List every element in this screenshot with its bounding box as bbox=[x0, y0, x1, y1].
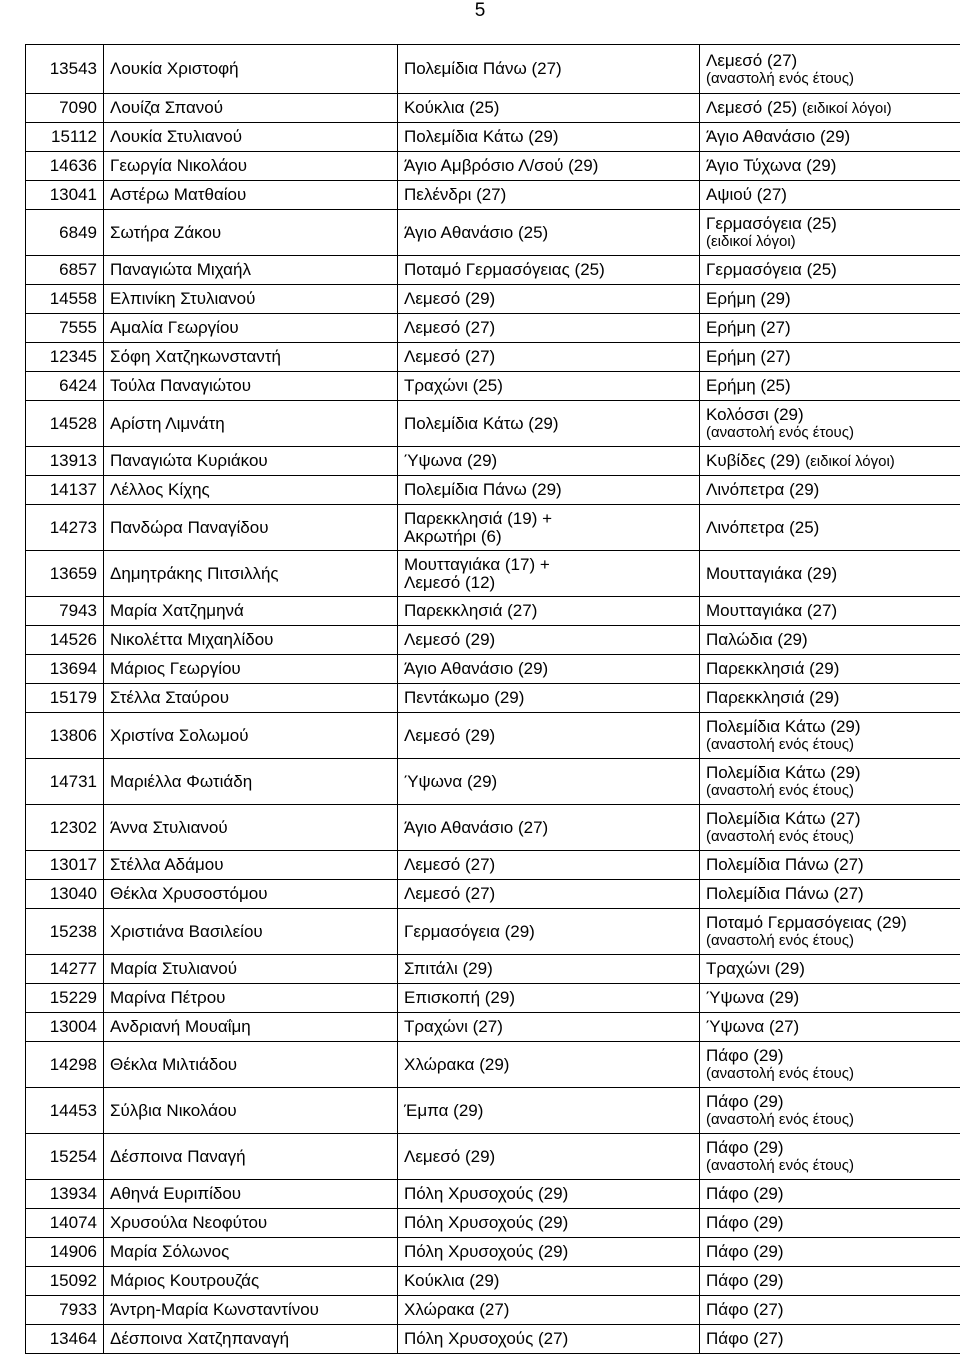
table-row bbox=[26, 851, 960, 880]
transfer-to bbox=[700, 1042, 960, 1088]
table-row bbox=[26, 152, 960, 181]
transfer-from: Πεντάκωμο (29) bbox=[398, 684, 700, 713]
transfer-to-school: Πολεμίδια Κάτω (27) bbox=[706, 809, 861, 828]
table-row bbox=[26, 759, 960, 805]
teacher-name: Χρυσούλα Νεοφύτου bbox=[104, 1209, 398, 1238]
transfer-from: Ποταμό Γερμασόγειας (25) bbox=[398, 256, 700, 285]
transfer-to-school: Γερμασόγεια (25) bbox=[706, 214, 837, 233]
transfer-to bbox=[700, 401, 960, 447]
transfer-to bbox=[700, 152, 960, 181]
transfer-from: Κούκλια (25) bbox=[398, 94, 700, 123]
transfer-from: Χλώρακα (29) bbox=[398, 1042, 700, 1088]
transfer-to-school: Τραχώνι (29) bbox=[706, 959, 805, 978]
transfer-to bbox=[700, 655, 960, 684]
transfer-note: (ειδικοί λόγοι) bbox=[801, 99, 892, 117]
transfer-note: (αναστολή ενός έτους) bbox=[706, 932, 854, 949]
transfer-note: (αναστολή ενός έτους) bbox=[706, 1111, 854, 1128]
teacher-name: Θέκλα Χρυσοστόμου bbox=[104, 880, 398, 909]
transfer-to-school: Πάφο (29) bbox=[706, 1092, 784, 1111]
teacher-id: 15238 bbox=[26, 909, 104, 955]
transfers-table bbox=[25, 44, 960, 1354]
teacher-id: 14298 bbox=[26, 1042, 104, 1088]
transfer-to-school: Πάφο (29) bbox=[706, 1271, 784, 1290]
table-row bbox=[26, 210, 960, 256]
transfer-to-school: Ερήμη (27) bbox=[706, 347, 791, 366]
transfer-from: Κούκλια (29) bbox=[398, 1267, 700, 1296]
transfer-to-school: Πολεμίδια Κάτω (29) bbox=[706, 717, 861, 736]
transfer-to bbox=[700, 851, 960, 880]
teacher-id: 14731 bbox=[26, 759, 104, 805]
transfer-from: Άγιο Αθανάσιο (29) bbox=[398, 655, 700, 684]
transfer-to-school: Πάφο (29) bbox=[706, 1242, 784, 1261]
table-row bbox=[26, 1042, 960, 1088]
transfer-to bbox=[700, 1013, 960, 1042]
teacher-id: 14137 bbox=[26, 476, 104, 505]
teacher-name: Μαρία Χατζημηνά bbox=[104, 597, 398, 626]
transfer-to-school: Πάφο (27) bbox=[706, 1300, 784, 1319]
teacher-id: 7090 bbox=[26, 94, 104, 123]
transfer-from: Λεμεσό (27) bbox=[398, 851, 700, 880]
table-row bbox=[26, 505, 960, 551]
table-row bbox=[26, 94, 960, 123]
transfer-from: Άγιο Αμβρόσιο Λ/σού (29) bbox=[398, 152, 700, 181]
transfer-to-school: Παρεκκλησιά (29) bbox=[706, 659, 840, 678]
teacher-id: 14074 bbox=[26, 1209, 104, 1238]
transfer-to bbox=[700, 909, 960, 955]
transfer-to-school: Πάφο (27) bbox=[706, 1329, 784, 1348]
teacher-name: Λουκία Χριστοφή bbox=[104, 45, 398, 94]
transfer-note: (αναστολή ενός έτους) bbox=[706, 1065, 854, 1082]
table-row bbox=[26, 181, 960, 210]
transfer-to-school: Μουτταγιάκα (27) bbox=[706, 601, 838, 620]
transfer-to bbox=[700, 1296, 960, 1325]
transfer-to-school: Κολόσσι (29) bbox=[706, 405, 804, 424]
transfer-from: Λεμεσό (27) bbox=[398, 880, 700, 909]
transfer-to-school: Λινόπετρα (29) bbox=[706, 480, 820, 499]
table-row bbox=[26, 1209, 960, 1238]
transfer-to-school: Άγιο Αθανάσιο (29) bbox=[706, 127, 851, 146]
transfer-from: Τραχώνι (25) bbox=[398, 372, 700, 401]
teacher-id: 6849 bbox=[26, 210, 104, 256]
transfer-to bbox=[700, 1209, 960, 1238]
table-row bbox=[26, 1180, 960, 1209]
transfer-from: Πολεμίδια Κάτω (29) bbox=[398, 401, 700, 447]
table-row bbox=[26, 123, 960, 152]
transfer-from: Πολεμίδια Πάνω (29) bbox=[398, 476, 700, 505]
transfer-note: (ειδικοί λόγοι) bbox=[805, 452, 895, 470]
transfer-to-school: Άγιο Τύχωνα (29) bbox=[706, 156, 837, 175]
transfer-to bbox=[700, 1134, 960, 1180]
teacher-name: Γεωργία Νικολάου bbox=[104, 152, 398, 181]
transfer-to bbox=[700, 447, 960, 476]
teacher-name: Λουίζα Σπανού bbox=[104, 94, 398, 123]
teacher-id: 14528 bbox=[26, 401, 104, 447]
transfer-from: Πόλη Χρυσοχούς (29) bbox=[398, 1180, 700, 1209]
table-row bbox=[26, 597, 960, 626]
transfer-from: Λεμεσό (29) bbox=[398, 713, 700, 759]
table-row bbox=[26, 256, 960, 285]
table-row bbox=[26, 372, 960, 401]
transfer-from: Άγιο Αθανάσιο (27) bbox=[398, 805, 700, 851]
transfer-from: Χλώρακα (27) bbox=[398, 1296, 700, 1325]
transfer-to-school: Κυβίδες (29) bbox=[706, 450, 801, 470]
teacher-name: Σωτήρα Ζάκου bbox=[104, 210, 398, 256]
teacher-id: 7555 bbox=[26, 314, 104, 343]
transfer-to-school: Πάφο (29) bbox=[706, 1213, 784, 1232]
teacher-id: 13934 bbox=[26, 1180, 104, 1209]
teacher-id: 6424 bbox=[26, 372, 104, 401]
transfer-to bbox=[700, 94, 960, 123]
transfer-from-line-1: Μουτταγιάκα (17) + bbox=[404, 554, 550, 574]
teacher-id: 13543 bbox=[26, 45, 104, 94]
transfer-to-school: Παλώδια (29) bbox=[706, 630, 808, 649]
table-row bbox=[26, 655, 960, 684]
teacher-id: 13913 bbox=[26, 447, 104, 476]
teacher-name: Τούλα Παναγιώτου bbox=[104, 372, 398, 401]
transfer-to bbox=[700, 285, 960, 314]
transfer-to-school: Πολεμίδια Πάνω (27) bbox=[706, 884, 864, 903]
transfer-to bbox=[700, 1267, 960, 1296]
teacher-name: Μάριος Κουτρουζάς bbox=[104, 1267, 398, 1296]
teacher-id: 6857 bbox=[26, 256, 104, 285]
teacher-name: Αστέρω Ματθαίου bbox=[104, 181, 398, 210]
transfer-to bbox=[700, 476, 960, 505]
transfer-to-school: Λεμεσό (25) bbox=[706, 97, 798, 117]
transfer-to-school: Μουτταγιάκα (29) bbox=[706, 563, 838, 583]
transfer-from: Λεμεσό (27) bbox=[398, 314, 700, 343]
transfer-to bbox=[700, 1088, 960, 1134]
table-row bbox=[26, 476, 960, 505]
transfer-to-school: Πάφο (29) bbox=[706, 1138, 784, 1157]
teacher-id: 14273 bbox=[26, 505, 104, 551]
teacher-id: 15179 bbox=[26, 684, 104, 713]
transfer-to bbox=[700, 551, 960, 597]
transfer-to bbox=[700, 713, 960, 759]
transfer-to-school: Γερμασόγεια (25) bbox=[706, 260, 837, 279]
transfer-to bbox=[700, 1180, 960, 1209]
teacher-name: Παναγιώτα Κυριάκου bbox=[104, 447, 398, 476]
teacher-name: Άντρη-Μαρία Κωνσταντίνου bbox=[104, 1296, 398, 1325]
teacher-name: Σόφη Χατζηκωνσταντή bbox=[104, 343, 398, 372]
teacher-id: 13694 bbox=[26, 655, 104, 684]
transfer-to bbox=[700, 805, 960, 851]
teacher-name: Νικολέττα Μιχαηλίδου bbox=[104, 626, 398, 655]
teacher-name: Στέλλα Αδάμου bbox=[104, 851, 398, 880]
teacher-name: Σύλβια Νικολάου bbox=[104, 1088, 398, 1134]
transfer-from: Πόλη Χρυσοχούς (29) bbox=[398, 1238, 700, 1267]
transfer-from: Ύψωνα (29) bbox=[398, 447, 700, 476]
transfer-to bbox=[700, 210, 960, 256]
transfer-from: Πόλη Χρυσοχούς (29) bbox=[398, 1209, 700, 1238]
table-row bbox=[26, 1013, 960, 1042]
transfer-note: (αναστολή ενός έτους) bbox=[706, 736, 854, 753]
table-row bbox=[26, 805, 960, 851]
teacher-id: 15254 bbox=[26, 1134, 104, 1180]
table-row bbox=[26, 285, 960, 314]
teacher-id: 13041 bbox=[26, 181, 104, 210]
table-row bbox=[26, 955, 960, 984]
transfer-from: Επισκοπή (29) bbox=[398, 984, 700, 1013]
teacher-id: 14558 bbox=[26, 285, 104, 314]
transfer-from: Σπιτάλι (29) bbox=[398, 955, 700, 984]
transfer-to bbox=[700, 45, 960, 94]
page-number: 5 bbox=[474, 0, 486, 21]
transfer-note: (αναστολή ενός έτους) bbox=[706, 828, 854, 845]
transfer-note: (αναστολή ενός έτους) bbox=[706, 1157, 854, 1174]
teacher-id: 15112 bbox=[26, 123, 104, 152]
teacher-name: Παναγιώτα Μιχαήλ bbox=[104, 256, 398, 285]
teacher-name: Ανδριανή Μουαΐμη bbox=[104, 1013, 398, 1042]
transfer-note: (αναστολή ενός έτους) bbox=[706, 782, 854, 799]
transfer-note: (αναστολή ενός έτους) bbox=[706, 69, 854, 87]
transfer-to bbox=[700, 684, 960, 713]
teacher-name: Μάριος Γεωργίου bbox=[104, 655, 398, 684]
transfer-from: Τραχώνι (27) bbox=[398, 1013, 700, 1042]
transfer-to bbox=[700, 256, 960, 285]
teacher-name: Μαρία Στυλιανού bbox=[104, 955, 398, 984]
transfer-from: Άγιο Αθανάσιο (25) bbox=[398, 210, 700, 256]
teacher-id: 7933 bbox=[26, 1296, 104, 1325]
table-row bbox=[26, 401, 960, 447]
teacher-name: Θέκλα Μιλτιάδου bbox=[104, 1042, 398, 1088]
teacher-id: 13464 bbox=[26, 1325, 104, 1354]
transfer-from: Πολεμίδια Κάτω (29) bbox=[398, 123, 700, 152]
teacher-id: 7943 bbox=[26, 597, 104, 626]
transfer-to bbox=[700, 1238, 960, 1267]
transfer-from bbox=[398, 505, 700, 551]
transfer-to bbox=[700, 984, 960, 1013]
transfer-from-line-2: Ακρωτήρι (6) bbox=[404, 526, 502, 546]
transfer-from: Λεμεσό (29) bbox=[398, 1134, 700, 1180]
teacher-name: Χριστίνα Σολωμού bbox=[104, 713, 398, 759]
teacher-id: 15229 bbox=[26, 984, 104, 1013]
table-row bbox=[26, 1134, 960, 1180]
table-row bbox=[26, 314, 960, 343]
transfer-to bbox=[700, 123, 960, 152]
transfer-to bbox=[700, 759, 960, 805]
transfer-to-school: Ερήμη (25) bbox=[706, 376, 791, 395]
teacher-name: Χριστιάνα Βασιλείου bbox=[104, 909, 398, 955]
table-row bbox=[26, 343, 960, 372]
transfer-from-line-2: Λεμεσό (12) bbox=[404, 572, 496, 592]
table-row bbox=[26, 1296, 960, 1325]
transfer-to bbox=[700, 955, 960, 984]
teacher-name: Ελπινίκη Στυλιανού bbox=[104, 285, 398, 314]
transfer-to-school: Ύψωνα (29) bbox=[706, 988, 800, 1007]
teacher-id: 13004 bbox=[26, 1013, 104, 1042]
transfer-from-line-1: Παρεκκλησιά (19) + bbox=[404, 508, 553, 528]
teacher-name: Άννα Στυλιανού bbox=[104, 805, 398, 851]
teacher-name: Μαρία Σόλωνος bbox=[104, 1238, 398, 1267]
transfer-to-school: Πολεμίδια Πάνω (27) bbox=[706, 855, 864, 874]
table-row bbox=[26, 1267, 960, 1296]
transfer-from bbox=[398, 551, 700, 597]
table-row bbox=[26, 684, 960, 713]
teacher-id: 13806 bbox=[26, 713, 104, 759]
teacher-name: Μαριέλλα Φωτιάδη bbox=[104, 759, 398, 805]
teacher-id: 13017 bbox=[26, 851, 104, 880]
teacher-id: 14453 bbox=[26, 1088, 104, 1134]
teacher-id: 12302 bbox=[26, 805, 104, 851]
transfer-from: Πολεμίδια Πάνω (27) bbox=[398, 45, 700, 94]
teacher-name: Δημητράκης Πιτσιλλής bbox=[104, 551, 398, 597]
transfer-to bbox=[700, 181, 960, 210]
teacher-id: 14277 bbox=[26, 955, 104, 984]
table-row bbox=[26, 1088, 960, 1134]
teacher-id: 12345 bbox=[26, 343, 104, 372]
transfer-to bbox=[700, 597, 960, 626]
transfer-note: (ειδικοί λόγοι) bbox=[706, 233, 796, 250]
teacher-name: Πανδώρα Παναγίδου bbox=[104, 505, 398, 551]
transfer-to bbox=[700, 343, 960, 372]
teacher-id: 13040 bbox=[26, 880, 104, 909]
table-row bbox=[26, 880, 960, 909]
table-row bbox=[26, 1325, 960, 1354]
transfer-to-school: Πάφο (29) bbox=[706, 1046, 784, 1065]
table-row bbox=[26, 1238, 960, 1267]
table-row bbox=[26, 45, 960, 94]
teacher-name: Αμαλία Γεωργίου bbox=[104, 314, 398, 343]
transfer-from: Πελένδρι (27) bbox=[398, 181, 700, 210]
teacher-id: 13659 bbox=[26, 551, 104, 597]
transfer-to-school: Αψιού (27) bbox=[706, 185, 787, 204]
teacher-id: 15092 bbox=[26, 1267, 104, 1296]
teacher-name: Λουκία Στυλιανού bbox=[104, 123, 398, 152]
table-row bbox=[26, 551, 960, 597]
transfer-to bbox=[700, 372, 960, 401]
teacher-name: Δέσποινα Χατζηπαναγή bbox=[104, 1325, 398, 1354]
table-row bbox=[26, 713, 960, 759]
transfer-to-school: Ποταμό Γερμασόγειας (29) bbox=[706, 913, 907, 932]
transfer-to-school: Ερήμη (29) bbox=[706, 289, 791, 308]
teacher-name: Αρίστη Λιμνάτη bbox=[104, 401, 398, 447]
transfer-to bbox=[700, 880, 960, 909]
transfer-from: Έμπα (29) bbox=[398, 1088, 700, 1134]
transfer-note: (αναστολή ενός έτους) bbox=[706, 424, 854, 441]
transfer-to bbox=[700, 626, 960, 655]
transfer-to-school: Πολεμίδια Κάτω (29) bbox=[706, 763, 861, 782]
table-row bbox=[26, 447, 960, 476]
transfer-to-school: Παρεκκλησιά (29) bbox=[706, 688, 840, 707]
transfers-table-body bbox=[26, 45, 960, 1354]
table-row bbox=[26, 909, 960, 955]
transfer-to-school: Λινόπετρα (25) bbox=[706, 517, 820, 537]
table-row bbox=[26, 984, 960, 1013]
transfer-from: Πόλη Χρυσοχούς (27) bbox=[398, 1325, 700, 1354]
transfer-to bbox=[700, 505, 960, 551]
transfer-to bbox=[700, 314, 960, 343]
transfer-to-school: Πάφο (29) bbox=[706, 1184, 784, 1203]
transfer-to-school: Λεμεσό (27) bbox=[706, 50, 798, 70]
transfer-from: Παρεκκλησιά (27) bbox=[398, 597, 700, 626]
transfer-from: Λεμεσό (29) bbox=[398, 626, 700, 655]
teacher-id: 14526 bbox=[26, 626, 104, 655]
transfer-from: Λεμεσό (29) bbox=[398, 285, 700, 314]
teacher-name: Λέλλος Κίχης bbox=[104, 476, 398, 505]
teacher-id: 14636 bbox=[26, 152, 104, 181]
teacher-name: Στέλλα Σταύρου bbox=[104, 684, 398, 713]
teacher-name: Μαρίνα Πέτρου bbox=[104, 984, 398, 1013]
transfer-to bbox=[700, 1325, 960, 1354]
transfer-from: Λεμεσό (27) bbox=[398, 343, 700, 372]
table-row bbox=[26, 626, 960, 655]
transfer-to-school: Ερήμη (27) bbox=[706, 318, 791, 337]
teacher-name: Αθηνά Ευριπίδου bbox=[104, 1180, 398, 1209]
transfer-from: Ύψωνα (29) bbox=[398, 759, 700, 805]
transfer-to-school: Ύψωνα (27) bbox=[706, 1017, 800, 1036]
teacher-name: Δέσποινα Παναγή bbox=[104, 1134, 398, 1180]
transfer-from: Γερμασόγεια (29) bbox=[398, 909, 700, 955]
teacher-id: 14906 bbox=[26, 1238, 104, 1267]
